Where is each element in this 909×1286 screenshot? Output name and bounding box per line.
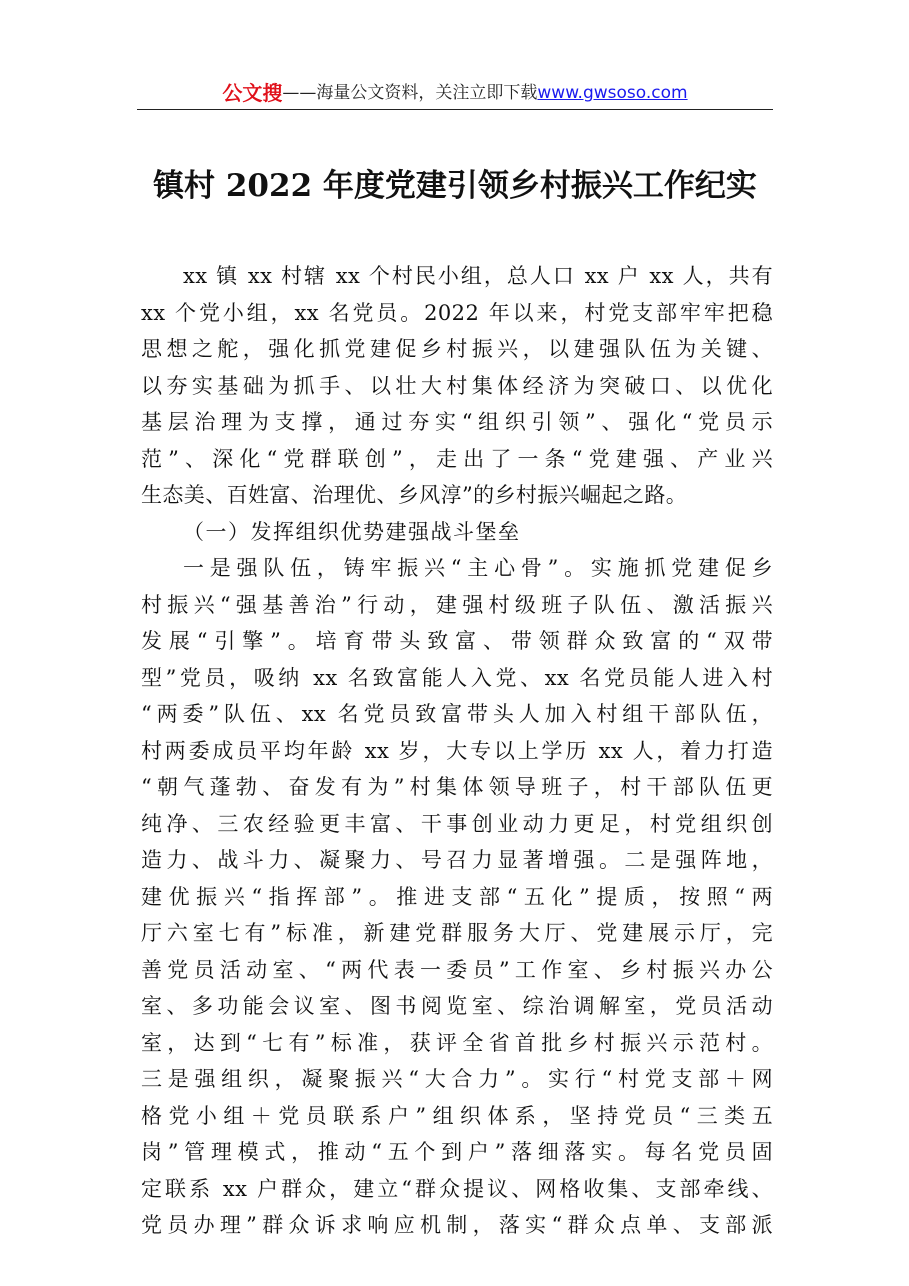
body-line: 建优振兴“指挥部”。推进支部“五化”提质，按照“两 [141, 884, 773, 909]
body-line: 范”、深化“党群联创”，走出了一条“党建强、产业兴 [141, 446, 773, 471]
body-line: 造力、战斗力、凝聚力、号召力显著增强。二是强阵地， [141, 848, 773, 872]
body-line: 一是强队伍，铸牢振兴“主心骨”。实施抓党建促乡 [183, 556, 773, 580]
website-link[interactable]: www.gwsoso.com [537, 83, 688, 103]
page-header [137, 78, 773, 108]
body-line: 三是强组织，凝聚振兴“大合力”。实行“村党支部＋网 [141, 1067, 773, 1091]
body-line: 室，达到“七有”标准，获评全省首批乡村振兴示范村。 [141, 1030, 773, 1055]
body-line: xx 镇 xx 村辖 xx 个村民小组，总人口 xx 户 xx 人，共有 [183, 264, 773, 288]
body-line: 厅六室七有”标准，新建党群服务大厅、党建展示厅，完 [141, 921, 773, 945]
document-body [141, 258, 773, 1244]
body-line: 发展“引擎”。培育带头致富、带领群众致富的“双带 [141, 629, 773, 653]
body-line: 基层治理为支撑，通过夯实“组织引领”、强化“党员示 [141, 410, 773, 434]
document-title: 镇村 2022 年度党建引领乡村振兴工作纪实 [153, 168, 757, 204]
body-line: xx 个党小组，xx 名党员。2022 年以来，村党支部牢牢把稳 [141, 300, 773, 325]
body-line: 村两委成员平均年龄 xx 岁，大专以上学历 xx 人，着力打造 [141, 738, 773, 763]
section-heading: （一）发挥组织优势建强战斗堡垒 [183, 519, 521, 544]
body-line: 党员办理”群众诉求响应机制，落实“群众点单、支部派 [141, 1213, 773, 1237]
body-line: 岗”管理模式，推动“五个到户”落细落实。每名党员固 [141, 1140, 773, 1164]
body-line: 型”党员，吸纳 xx 名致富能人入党、xx 名党员能人进入村 [141, 665, 773, 690]
body-line: 思想之舵，强化抓党建促乡村振兴，以建强队伍为关键、 [141, 337, 773, 361]
body-line: 村振兴“强基善治”行动，建强村级班子队伍、激活振兴 [141, 592, 773, 617]
header-divider [137, 109, 773, 110]
header-tagline: ——海量公文资料，关注立即下载 [282, 83, 538, 103]
body-line: “两委”队伍、xx 名党员致富带头人加入村组干部队伍， [141, 702, 773, 726]
body-line: 室、多功能会议室、图书阅览室、综治调解室，党员活动 [141, 994, 773, 1018]
brand-logo-text: 公文搜 [222, 81, 283, 105]
body-line: 善党员活动室、“两代表一委员”工作室、乡村振兴办公 [141, 957, 773, 982]
body-line: 定联系 xx 户群众，建立“群众提议、网格收集、支部牵线、 [141, 1176, 773, 1201]
body-line: 格党小组＋党员联系户”组织体系，坚持党员“三类五 [141, 1103, 773, 1128]
body-line: “朝气蓬勃、奋发有为”村集体领导班子，村干部队伍更 [141, 775, 773, 799]
body-line: 生态美、百姓富、治理优、乡风淳”的乡村振兴崛起之路。 [141, 483, 688, 507]
body-line: 以夯实基础为抓手、以壮大村集体经济为突破口、以优化 [141, 373, 773, 398]
body-line: 纯净、三农经验更丰富、干事创业动力更足，村党组织创 [141, 811, 773, 836]
